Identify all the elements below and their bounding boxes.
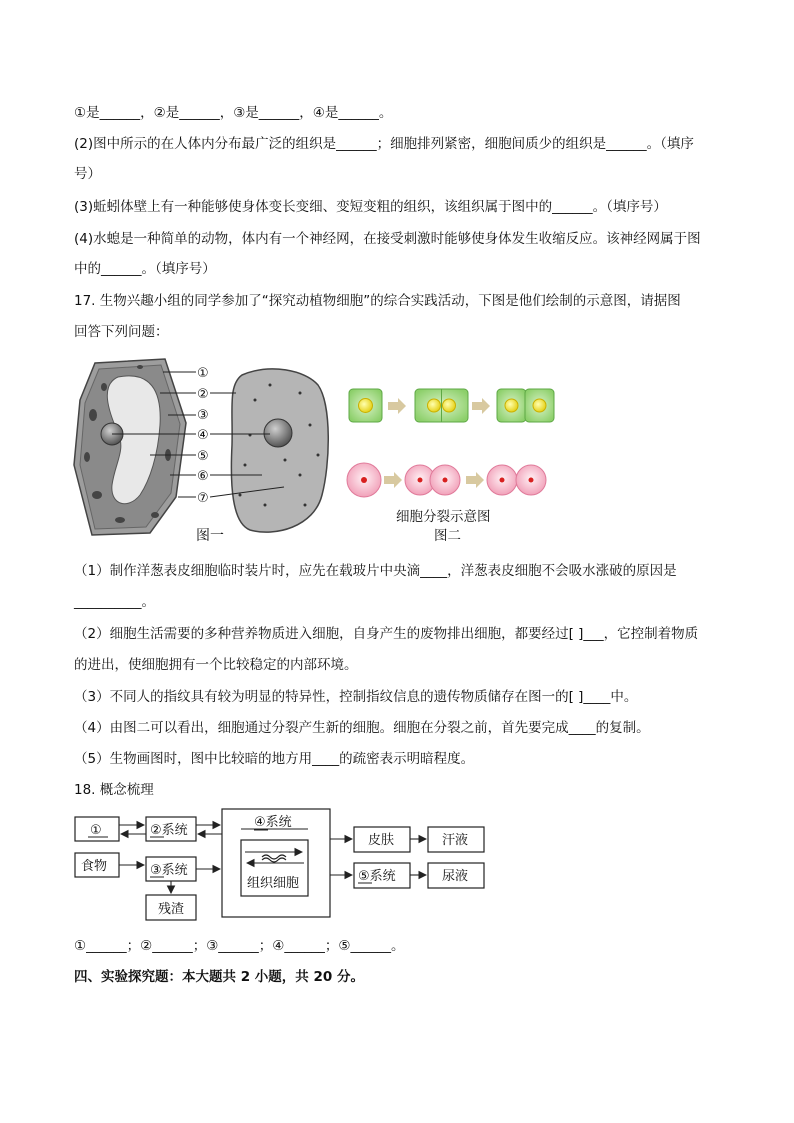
tissue-cells-label: 组织细胞 bbox=[247, 876, 300, 891]
q16-line1: ①是______，②是______，③是______，④是______。 bbox=[74, 105, 393, 121]
q16-part2-line1: (2)图中所示的在人体内分布最广泛的组织是______；细胞排列紧密，细胞间质少的组织是______。（填序 bbox=[74, 136, 694, 152]
box-4-label: ④系统 bbox=[254, 815, 292, 830]
concept-map bbox=[0, 805, 794, 925]
plant-cell-division bbox=[349, 389, 554, 422]
q17-part1-line1: （1）制作洋葱表皮细胞临时装片时，应先在载玻片中央滴____，洋葱表皮细胞不会吸水涨破的原因是 bbox=[74, 563, 677, 579]
label-3: ③ bbox=[197, 408, 209, 423]
label-6: ⑥ bbox=[197, 469, 209, 484]
q16-part3: (3)蚯蚓体壁上有一种能够使身体变长变细、变短变粗的组织，该组织属于图中的______。（填序号） bbox=[74, 199, 667, 215]
label-7: ⑦ bbox=[197, 491, 209, 506]
q18-title: 18. 概念梳理 bbox=[74, 782, 154, 798]
fig1-caption: 图一 bbox=[196, 528, 224, 544]
label-2: ② bbox=[197, 387, 209, 402]
q17-stem-line2: 回答下列问题： bbox=[74, 324, 169, 340]
q16-part4-line2: 中的______。（填序号） bbox=[74, 261, 216, 277]
q17-part2-line2: 的进出，使细胞拥有一个比较稳定的内部环境。 bbox=[74, 657, 358, 673]
animal-cell-division bbox=[347, 463, 546, 497]
q18-answer-line: ①______；②______；③______；④______；⑤______。 bbox=[74, 938, 405, 954]
q17-part2-line1: （2）细胞生活需要的多种营养物质进入细胞，自身产生的废物排出细胞，都要经过[ ]___，它控制着物质 bbox=[74, 626, 699, 642]
q16-part2-line2: 号） bbox=[74, 166, 101, 182]
q17-part5: （5）生物画图时，图中比较暗的地方用____的疏密表示明暗程度。 bbox=[74, 751, 475, 767]
q17-part1-line2: __________。 bbox=[74, 594, 155, 610]
q17-part4: （4）由图二可以看出，细胞通过分裂产生新的细胞。细胞在分裂之前，首先要完成____的复制。 bbox=[74, 720, 650, 736]
q17-stem-line1: 17. 生物兴趣小组的同学参加了“探究动植物细胞”的综合实践活动，下图是他们绘制的示意图，请据图 bbox=[74, 293, 681, 309]
plant-cell-diagram bbox=[74, 359, 186, 535]
residue-label: 残渣 bbox=[158, 902, 185, 917]
q17-part3: （3）不同人的指纹具有较为明显的特异性，控制指纹信息的遗传物质储存在图一的[ ]____中。 bbox=[74, 689, 638, 705]
q17-figures bbox=[0, 345, 794, 550]
fig2-caption: 图二 bbox=[434, 528, 461, 544]
label-1: ① bbox=[197, 366, 209, 381]
animal-cell-diagram bbox=[231, 369, 328, 532]
skin-label: 皮肤 bbox=[368, 833, 395, 848]
urine-label: 尿液 bbox=[442, 869, 469, 884]
section-4-heading: 四、实验探究题：本大题共 2 小题，共 20 分。 bbox=[74, 969, 364, 985]
label-4: ④ bbox=[197, 428, 209, 443]
box-2-label: ②系统 bbox=[150, 823, 188, 838]
label-5: ⑤ bbox=[197, 449, 209, 464]
sweat-label: 汗液 bbox=[442, 833, 469, 848]
fig2-subcaption: 细胞分裂示意图 bbox=[396, 509, 491, 525]
box-1-label: ① bbox=[90, 823, 102, 838]
box-5-label: ⑤系统 bbox=[358, 869, 396, 884]
food-label: 食物 bbox=[81, 859, 108, 874]
q16-part4-line1: (4)水螅是一种简单的动物，体内有一个神经网，在接受刺激时能够使身体发生收缩反应。该神经网属于图 bbox=[74, 231, 701, 247]
box-3-label: ③系统 bbox=[150, 863, 188, 878]
